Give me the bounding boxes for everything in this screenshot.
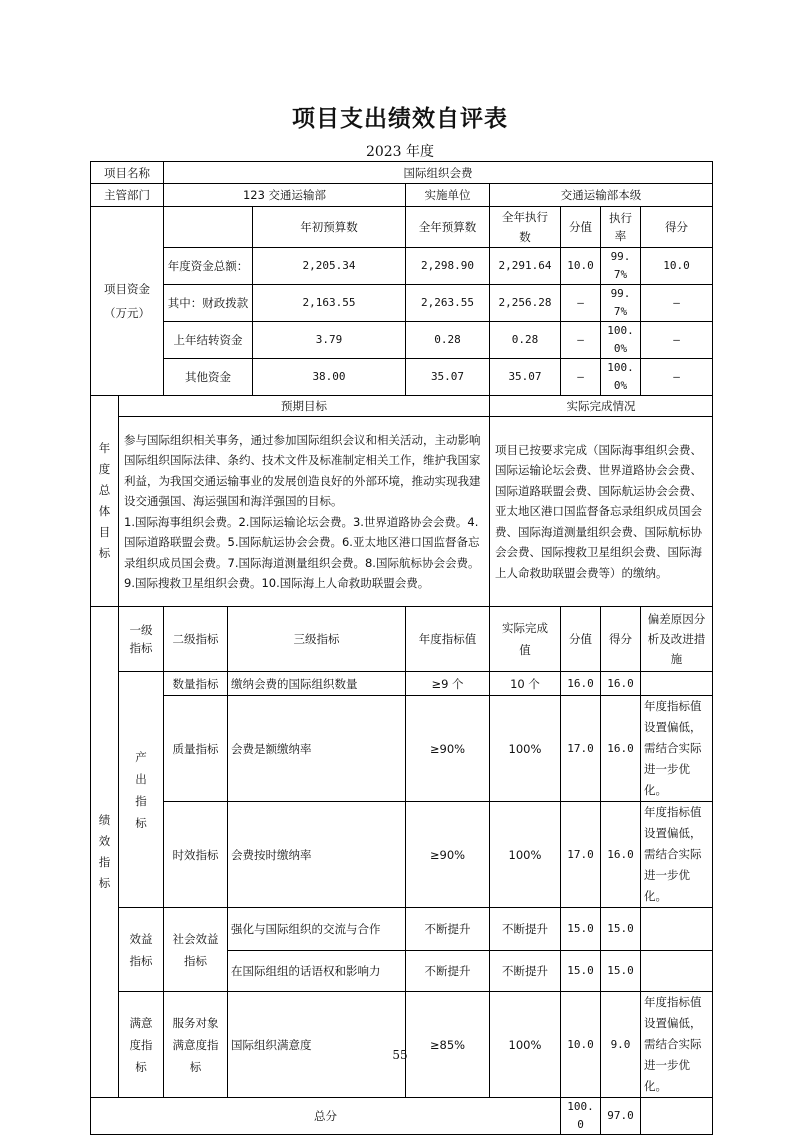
total-label: 总分 — [91, 1098, 561, 1135]
indicator-row: 质量指标 会费是额缴纳率 ≥90% 100% 17.0 16.0 年度指标值设置偏低，需结合实际进一步优化。 — [91, 696, 713, 802]
output-indicator-label: 产出指标 — [119, 672, 164, 908]
indicator-row: 时效指标 会费按时缴纳率 ≥90% 100% 17.0 16.0 年度指标值设置偏低，需结合实际进一步优化。 — [91, 802, 713, 908]
dept-value: 123 交通运输部 — [164, 184, 406, 207]
header-actual: 实际完成值 — [490, 607, 561, 672]
goals-label: 年度总体目标 — [91, 396, 119, 607]
indicator-row: 在国际组组的话语权和影响力 不断提升 不断提升 15.0 15.0 — [91, 951, 713, 992]
header-target: 年度指标值 — [406, 607, 490, 672]
funds-row: 其中：财政拨款 2,163.55 2,263.55 2,256.28 — 99.7% — — [91, 285, 713, 322]
benefit-indicator-label: 效益指标 — [119, 908, 164, 992]
total-reason-blank — [641, 1098, 713, 1135]
funds-header-weight: 分值 — [561, 207, 601, 248]
header-level3: 三级指标 — [228, 607, 406, 672]
page-title: 项目支出绩效自评表 — [292, 106, 508, 132]
funds-header-initial: 年初预算数 — [253, 207, 406, 248]
expected-goal-header: 预期目标 — [119, 396, 490, 417]
total-score: 97.0 — [601, 1098, 641, 1135]
social-benefit-label: 社会效益指标 — [164, 908, 228, 992]
funds-header-annual: 全年预算数 — [406, 207, 490, 248]
funds-row: 年度资金总额： 2,205.34 2,298.90 2,291.64 10.0 99.7% 10.0 — [91, 248, 713, 285]
indicator-row: 效益指标 社会效益指标 强化与国际组织的交流与合作 不断提升 不断提升 15.0 15.0 — [91, 908, 713, 951]
page-number: 55 — [392, 1048, 408, 1062]
actual-completion-text: 项目已按要求完成（国际海事组织会费、国际运输论坛会费、世界道路协会会费、国际道路联盟会费、国际航运协会会费、亚太地区港口国监督备忘录组织成员国会费、国际海道测量组织会费、国际航标协会会费、国际搜救卫星组织会费、国际海上人命救助联盟会费等）的缴纳。 — [490, 417, 713, 607]
expected-goal-text: 参与国际组织相关事务，通过参加国际组织会议和相关活动，主动影响国际组织国际法律、条约、技术文件及标准制定相关工作，维护我国家利益，为我国交通运输事业的发展创造良好的外部环境，推动实现我建设交通强国、海运强国和海洋强国的目标。 1.国际海事组织会费。2.国际运输论坛会费。3.世界道路协会会费。4.国际道路联盟会费。5.国际航运协会会费。6.亚太地区港口国监督备忘录组织成员国会费。7.国际海道测量组织会费。8.国际航标协会会费。9.国际搜救卫星组织会费。10.国际海上人命救助联盟会费。 — [119, 417, 490, 607]
satisfaction-indicator-label: 满意度指标 — [119, 992, 164, 1098]
indicator-row: 产出指标 数量指标 缴纳会费的国际组织数量 ≥9 个 10 个 16.0 16.0 — [91, 672, 713, 696]
total-weight: 100.0 — [561, 1098, 601, 1135]
funds-header-rate: 执行率 — [601, 207, 641, 248]
funds-row: 其他资金 38.00 35.07 35.07 — 100.0% — — [91, 359, 713, 396]
funds-row: 上年结转资金 3.79 0.28 0.28 — 100.0% — — [91, 322, 713, 359]
impl-unit-label: 实施单位 — [406, 184, 490, 207]
performance-table — [90, 161, 713, 1135]
project-name-value: 国际组织会费 — [164, 162, 713, 184]
indicator-row: 满意度指标 服务对象满意度指标 国际组织满意度 ≥85% 100% 10.0 9.0 年度指标值设置偏低，需结合实际进一步优化。 — [91, 992, 713, 1098]
impl-unit-value: 交通运输部本级 — [490, 184, 713, 207]
funds-label: 项目资金（万元） — [91, 207, 164, 396]
header-weight: 分值 — [561, 607, 601, 672]
report-year: 2023 年度 — [365, 144, 435, 160]
total-row — [91, 1098, 713, 1135]
header-level2: 二级指标 — [164, 607, 228, 672]
header-level1: 一级指标 — [119, 607, 164, 672]
funds-header-blank — [164, 207, 253, 248]
actual-completion-header: 实际完成情况 — [490, 396, 713, 417]
funds-header-score: 得分 — [641, 207, 713, 248]
header-score: 得分 — [601, 607, 641, 672]
project-name-label: 项目名称 — [91, 162, 164, 184]
dept-label: 主管部门 — [91, 184, 164, 207]
indicators-label: 绩效指标 — [91, 607, 119, 1098]
funds-header-executed: 全年执行数 — [490, 207, 561, 248]
header-reason: 偏差原因分析及改进措施 — [641, 607, 713, 672]
